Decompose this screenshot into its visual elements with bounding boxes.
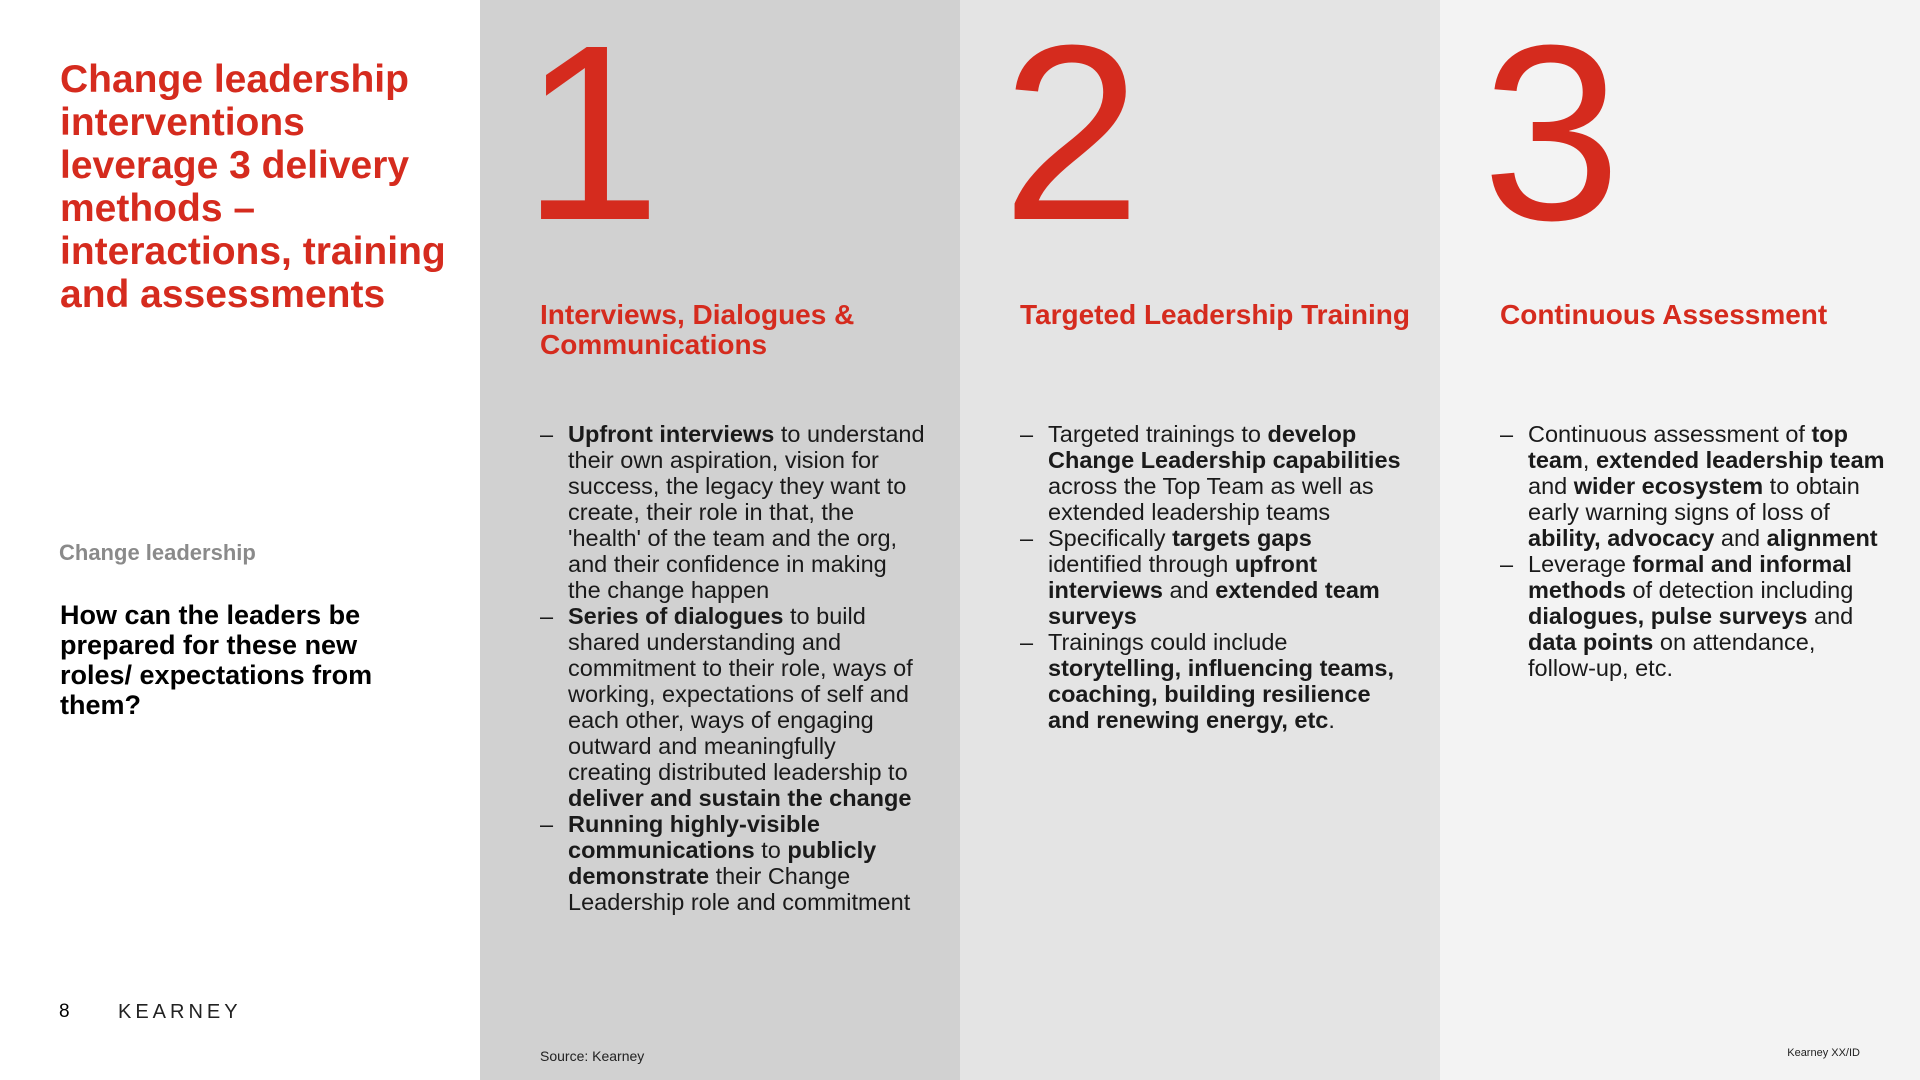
bullet-text: and [1162, 577, 1216, 603]
bullet-dash: – [1020, 629, 1034, 655]
bullet-item [540, 811, 925, 915]
column-number: 2 [1002, 0, 1142, 272]
document-reference: Kearney XX/ID [1787, 1047, 1860, 1059]
bullet-item [1020, 629, 1405, 733]
bullet-text: Continuous assessment of [1528, 421, 1812, 447]
column-2 [960, 0, 1440, 1080]
bullet-text: Leverage [1528, 551, 1633, 577]
bullet-dash: – [1500, 421, 1514, 447]
bullet-bold-text: Series of dialogues [568, 603, 784, 629]
column-number: 3 [1482, 0, 1622, 272]
bullet-bold-text: Running highly-visible communications [568, 811, 820, 863]
bullet-text: of detection including [1625, 577, 1854, 603]
bullet-text: and [1528, 473, 1574, 499]
bullet-dash: – [1500, 551, 1514, 577]
key-question: How can the leaders be prepared for these new roles/ expectations from them? [60, 600, 373, 720]
bullet-bold-text: top team [1528, 421, 1849, 473]
column-heading: Targeted Leadership Training [1020, 299, 1411, 330]
column-1 [480, 0, 960, 1080]
bullet-bold-text: publicly demonstrate [568, 837, 877, 889]
bullet-text: Targeted trainings to [1048, 421, 1268, 447]
bullet-text: . [1328, 707, 1335, 733]
bullet-item [540, 421, 925, 603]
bullet-text: Specifically [1048, 525, 1173, 551]
bullet-bold-text: deliver and sustain the change [568, 785, 912, 811]
bullet-text: to understand their own aspiration, vision for success, the legacy they want to create, their role in that, the 'health' of the team and the org, and their confidence in making the change happen [568, 421, 925, 603]
left-panel [0, 0, 480, 1080]
bullet-text: to build shared understanding and commitment to their role, ways of working, expectations of self and each other, ways of engaging outward and meaningfully creating distributed leadership to [568, 603, 913, 785]
bullet-text: to [754, 837, 788, 863]
source-note: Source: Kearney [540, 1048, 645, 1064]
bullet-bold-text: extended leadership team [1595, 447, 1885, 473]
bullet-list [540, 421, 925, 915]
column-3 [1440, 0, 1920, 1080]
bullet-list [1020, 421, 1405, 733]
bullet-text: , [1582, 447, 1596, 473]
column-number: 1 [522, 0, 662, 272]
column-heading: Continuous Assessment [1500, 299, 1828, 330]
kearney-logo: KEARNEY [118, 1001, 242, 1023]
bullet-text: on attendance, follow-up, etc. [1528, 629, 1816, 681]
bullet-item [1500, 421, 1885, 551]
bullet-item [1500, 551, 1885, 681]
bullet-text: their Change Leadership role and commitment [568, 863, 911, 915]
bullet-bold-text: storytelling, influencing teams, coaching, building resilience and renewing energy, etc [1048, 655, 1395, 733]
bullet-list [1500, 421, 1885, 681]
bullet-item [1020, 525, 1405, 629]
bullet-text: and [1807, 603, 1854, 629]
bullet-text: Trainings could include [1048, 629, 1288, 655]
bullet-dash: – [540, 603, 554, 629]
bullet-bold-text: formal and informal methods [1528, 551, 1852, 603]
bullet-text: to obtain early warning signs of loss of [1528, 473, 1860, 525]
bullet-bold-text: Upfront interviews [568, 421, 775, 447]
page-number: 8 [59, 1001, 70, 1022]
bullet-bold-text: dialogues, pulse surveys [1528, 603, 1808, 629]
bullet-item [1020, 421, 1405, 525]
bullet-text: identified through [1048, 551, 1235, 577]
bullet-bold-text: targets gaps [1172, 525, 1312, 551]
bullet-bold-text: data points [1528, 629, 1654, 655]
bullet-dash: – [540, 811, 554, 837]
section-label: Change leadership [59, 540, 256, 565]
bullet-text: across the Top Team as well as extended leadership teams [1048, 473, 1374, 525]
bullet-bold-text: extended team surveys [1048, 577, 1380, 629]
bullet-dash: – [1020, 525, 1034, 551]
bullet-text: and [1714, 525, 1767, 551]
bullet-bold-text: upfront interviews [1048, 551, 1318, 603]
bullet-dash: – [1020, 421, 1034, 447]
bullet-bold-text: ability, advocacy [1528, 525, 1715, 551]
slide-title: Change leadership interventions leverage 3 delivery methods – interactions, training and assessments [60, 58, 446, 316]
column-heading: Interviews, Dialogues & Communications [540, 299, 855, 360]
bullet-bold-text: develop Change Leadership capabilities [1048, 421, 1401, 473]
bullet-bold-text: wider ecosystem [1573, 473, 1764, 499]
bullet-dash: – [540, 421, 554, 447]
bullet-item [540, 603, 925, 811]
bullet-bold-text: alignment [1766, 525, 1878, 551]
